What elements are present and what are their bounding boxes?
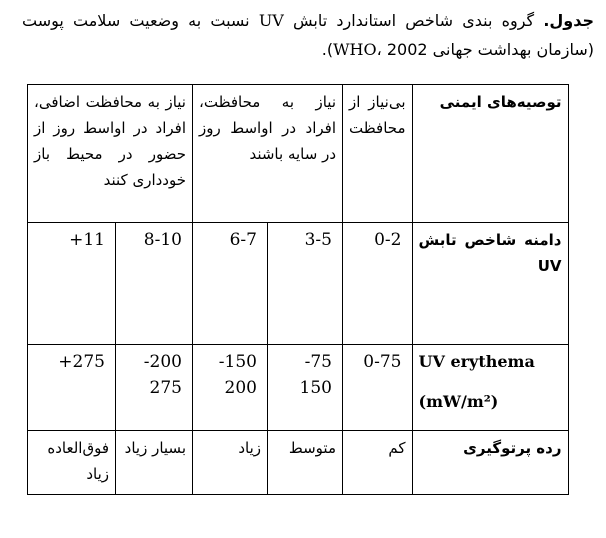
- erythema-cell: 275+: [28, 345, 116, 431]
- erythema-label-name: UV erythema: [418, 352, 535, 371]
- table-header-row: [28, 85, 569, 223]
- protection-cell: بسیار زیاد: [116, 431, 193, 495]
- uv-range-cell: 11+: [28, 223, 116, 345]
- protection-cell: زیاد: [193, 431, 268, 495]
- header-extra-protection: نیاز به محافظت اضافی، افراد در اواسط روز از حضور در محیط باز خودداری کنند: [28, 85, 193, 223]
- uv-range-cell: 3-5: [268, 223, 343, 345]
- caption-uv: UV: [258, 11, 284, 30]
- protection-label: رده پرتوگیری: [412, 431, 568, 495]
- erythema-cell: 0-75: [343, 345, 413, 431]
- uv-range-row: [28, 223, 569, 345]
- header-need-protection: نیاز به محافظت، افراد در اواسط روز در سایه باشند: [193, 85, 343, 223]
- table-caption: [22, 6, 594, 64]
- uv-range-label: دامنه شاخص تابش UV: [412, 223, 568, 345]
- protection-cell: متوسط: [268, 431, 343, 495]
- erythema-label-unit: (mW/m²): [418, 392, 499, 411]
- caption-who: WHO: [333, 40, 377, 59]
- header-no-protection: بی‌نیاز از محافظت: [343, 85, 413, 223]
- erythema-cell: 150- 200: [193, 345, 268, 431]
- erythema-cell: 200- 275: [116, 345, 193, 431]
- erythema-label: [412, 345, 568, 431]
- protection-cell: فوق‌العاده زیاد: [28, 431, 116, 495]
- uv-index-table: [27, 84, 569, 495]
- caption-label: جدول.: [543, 11, 594, 30]
- caption-text-2: نسبت به وضعیت سلامت پوست (سازمان بهداشت جهانی: [22, 11, 594, 59]
- caption-text-3: ، 2002).: [321, 40, 428, 59]
- erythema-row: [28, 345, 569, 431]
- header-safety: توصیه‌های ایمنی: [412, 85, 568, 223]
- caption-text-1: گروه بندی شاخص استاندارد تابش: [283, 11, 544, 30]
- protection-row: [28, 431, 569, 495]
- protection-cell: کم: [343, 431, 413, 495]
- uv-range-cell: 8-10: [116, 223, 193, 345]
- erythema-cell: 75- 150: [268, 345, 343, 431]
- uv-range-cell: 6-7: [193, 223, 268, 345]
- uv-range-cell: 0-2: [343, 223, 413, 345]
